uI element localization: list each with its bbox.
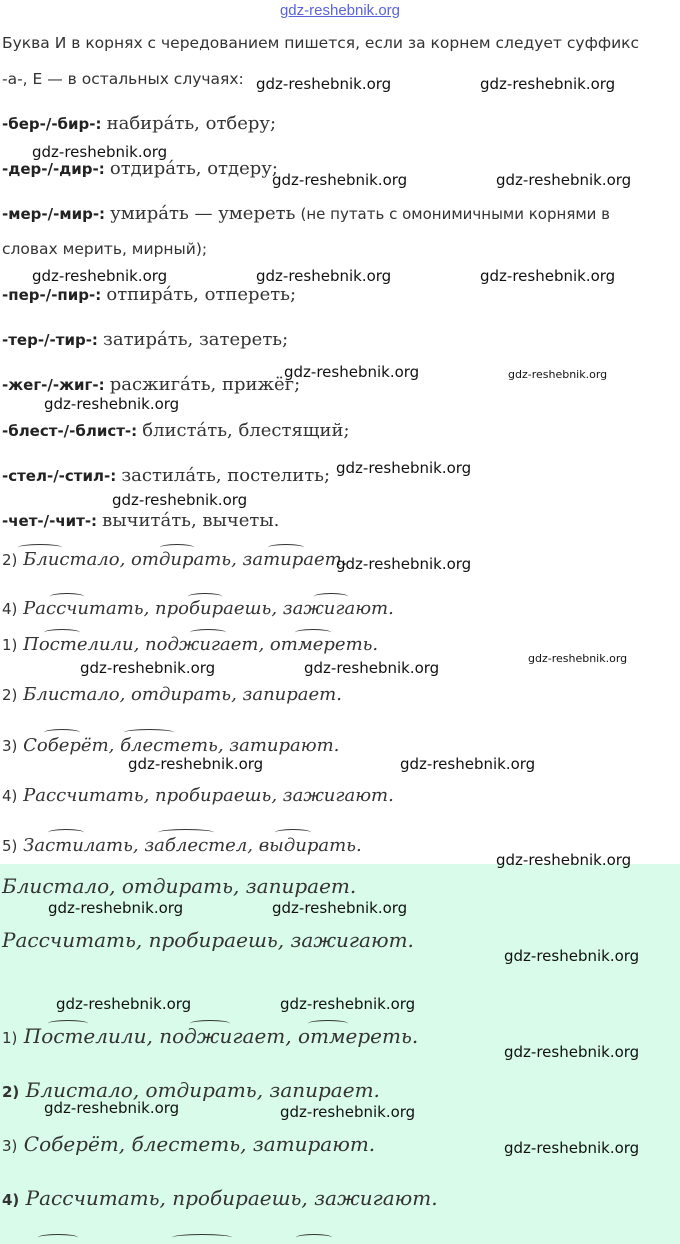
rule-der-dir — [2, 158, 278, 179]
answer-number: 4) — [2, 600, 18, 618]
answer-text: Рассчитать, пробираешь, зажигают. — [25, 1186, 438, 1210]
watermark: gdz-reshebnik.org — [508, 368, 608, 381]
answer-text: Блистало, отдирать, запирает. — [25, 1078, 380, 1102]
watermark: gdz-reshebnik.org — [272, 171, 408, 189]
answer-line — [2, 735, 339, 756]
rule-words: умира́ть — умереть — [110, 203, 296, 224]
answer-text: Застилать, заблестел, выдирать. — [23, 835, 362, 856]
rule-zheg-zhig — [2, 374, 300, 395]
rule-blest-blist — [2, 420, 350, 441]
answer-text: Блистало, отдирать, запирает. — [2, 874, 357, 898]
rule-note: (не путать с омонимичными корнями в — [300, 205, 611, 223]
watermark: gdz-reshebnik.org — [504, 947, 640, 965]
rule-words: затира́ть, затереть; — [103, 329, 289, 350]
watermark: gdz-reshebnik.org — [480, 267, 616, 285]
watermark: gdz-reshebnik.org — [336, 555, 472, 573]
watermark: gdz-reshebnik.org — [80, 659, 216, 677]
watermark: gdz-reshebnik.org — [304, 659, 440, 677]
rule-words: отпира́ть, отпереть; — [106, 284, 297, 305]
rule-words: застила́ть, постелить; — [121, 465, 331, 486]
answer-number: 1) — [2, 636, 18, 654]
root-arc-mark — [44, 729, 80, 736]
watermark: gdz-reshebnik.org — [496, 171, 632, 189]
intro-line-1: Буква И в корнях с чередованием пишется, если за корнем следует суффикс — [2, 34, 640, 52]
root-arc-mark — [295, 629, 331, 636]
root-arc-mark — [296, 1234, 332, 1241]
answer-number: 2) — [2, 1083, 20, 1101]
root-arc-mark — [190, 629, 226, 636]
watermark: gdz-reshebnik.org — [336, 459, 472, 477]
root-arc-mark — [18, 544, 62, 551]
answer-text: Соберёт, блестеть, затирают. — [23, 735, 340, 756]
answer-number: 3) — [2, 737, 18, 755]
watermark: gdz-reshebnik.org — [528, 652, 628, 665]
rule-per-pir — [2, 284, 296, 305]
answer-line — [2, 835, 362, 856]
root-arc-mark — [275, 829, 311, 836]
root-arc-mark — [44, 629, 80, 636]
answer-number: 4) — [2, 787, 18, 805]
root-arc-mark — [188, 593, 222, 600]
watermark: gdz-reshebnik.org — [504, 1139, 640, 1157]
answer-line — [2, 549, 347, 570]
answer-text: Рассчитать, пробираешь, зажигают. — [23, 598, 394, 619]
answer-line — [2, 634, 378, 655]
rule-root: -блест-/-блист-: — [2, 422, 138, 440]
rule-words: вычита́ть, вычеты. — [102, 510, 280, 531]
root-arc-mark — [50, 593, 84, 600]
watermark: gdz-reshebnik.org — [112, 491, 248, 509]
answer-text: Постелили, поджигает, отмереть. — [23, 1024, 419, 1048]
answer-text: Блистало, отдирать, затирает. — [23, 549, 348, 570]
root-arc-mark — [160, 544, 194, 551]
rule-chet-chit — [2, 510, 279, 531]
watermark: gdz-reshebnik.org — [256, 75, 392, 93]
rule-ber-bir — [2, 113, 276, 134]
answer-text: Рассчитать, пробираешь, зажигают. — [23, 785, 394, 806]
root-arc-mark — [308, 1020, 348, 1027]
answer-text: Постелили, поджигает, отмереть. — [23, 634, 379, 655]
root-arc-mark — [124, 729, 174, 736]
watermark: gdz-reshebnik.org — [44, 1099, 180, 1117]
root-arc-mark — [38, 1234, 78, 1241]
root-arc-mark — [268, 544, 304, 551]
watermark: gdz-reshebnik.org — [480, 75, 616, 93]
watermark: gdz-reshebnik.org — [128, 755, 264, 773]
watermark: gdz-reshebnik.org — [48, 899, 184, 917]
answer-number: 4) — [2, 1191, 20, 1209]
watermark: gdz-reshebnik.org — [504, 1043, 640, 1061]
rule-ter-tir — [2, 329, 288, 350]
watermark: gdz-reshebnik.org — [44, 395, 180, 413]
root-arc-mark — [314, 593, 348, 600]
watermark: gdz-reshebnik.org — [280, 1103, 416, 1121]
rule-words: набира́ть, отберу; — [106, 113, 277, 134]
rule-root: -жег-/-жиг-: — [2, 376, 105, 394]
watermark: gdz-reshebnik.org — [280, 995, 416, 1013]
root-arc-mark — [48, 829, 84, 836]
rule-root: -чет-/-чит-: — [2, 512, 98, 530]
watermark: gdz-reshebnik.org — [256, 267, 392, 285]
answer-text: Соберёт, блестеть, затирают. — [23, 1132, 376, 1156]
site-link-top[interactable]: gdz-reshebnik.org — [279, 2, 401, 19]
rule-root: -бер-/-бир-: — [2, 115, 102, 133]
rule-root: -стел-/-стил-: — [2, 467, 117, 485]
green-answer-line — [2, 1132, 375, 1156]
answer-line — [2, 684, 342, 705]
watermark: gdz-reshebnik.org — [284, 363, 420, 381]
watermark: gdz-reshebnik.org — [496, 851, 632, 869]
green-answer-line — [2, 874, 356, 898]
watermark: gdz-reshebnik.org — [32, 143, 168, 161]
answer-number: 1) — [2, 1029, 18, 1047]
green-answer-line — [2, 1186, 438, 1210]
watermark: gdz-reshebnik.org — [56, 995, 192, 1013]
answer-text: Блистало, отдирать, запирает. — [23, 684, 342, 705]
answer-line — [2, 598, 394, 619]
root-arc-mark — [190, 1020, 230, 1027]
root-arc-mark — [158, 829, 214, 836]
rule-root: -мер-/-мир-: — [2, 205, 106, 223]
rule-root: -тер-/-тир-: — [2, 331, 98, 349]
watermark: gdz-reshebnik.org — [32, 267, 168, 285]
rule-note-continuation: словах мерить, мирный); — [2, 240, 208, 258]
answer-line — [2, 785, 394, 806]
watermark: gdz-reshebnik.org — [272, 899, 408, 917]
rule-words: расжига́ть, прижёг; — [109, 374, 301, 395]
rule-mer-mir — [2, 203, 610, 224]
answer-number: 2) — [2, 686, 18, 704]
answer-number: 2) — [2, 551, 18, 569]
answer-text: Рассчитать, пробираешь, зажигают. — [2, 928, 414, 952]
rule-stel-stil — [2, 465, 330, 486]
root-arc-mark — [48, 1020, 88, 1027]
intro-line-2: -а-, Е — в остальных случаях: — [2, 70, 244, 88]
answer-number: 3) — [2, 1137, 18, 1155]
rule-words: отдира́ть, отдеру; — [109, 158, 278, 179]
green-answer-line — [2, 928, 414, 952]
green-answer-line — [2, 1024, 418, 1048]
answer-number: 5) — [2, 837, 18, 855]
rule-root: -пер-/-пир-: — [2, 286, 102, 304]
root-arc-mark — [172, 1234, 232, 1241]
rule-words: блиста́ть, блестящий; — [142, 420, 350, 441]
rule-root: -дер-/-дир-: — [2, 160, 105, 178]
watermark: gdz-reshebnik.org — [400, 755, 536, 773]
